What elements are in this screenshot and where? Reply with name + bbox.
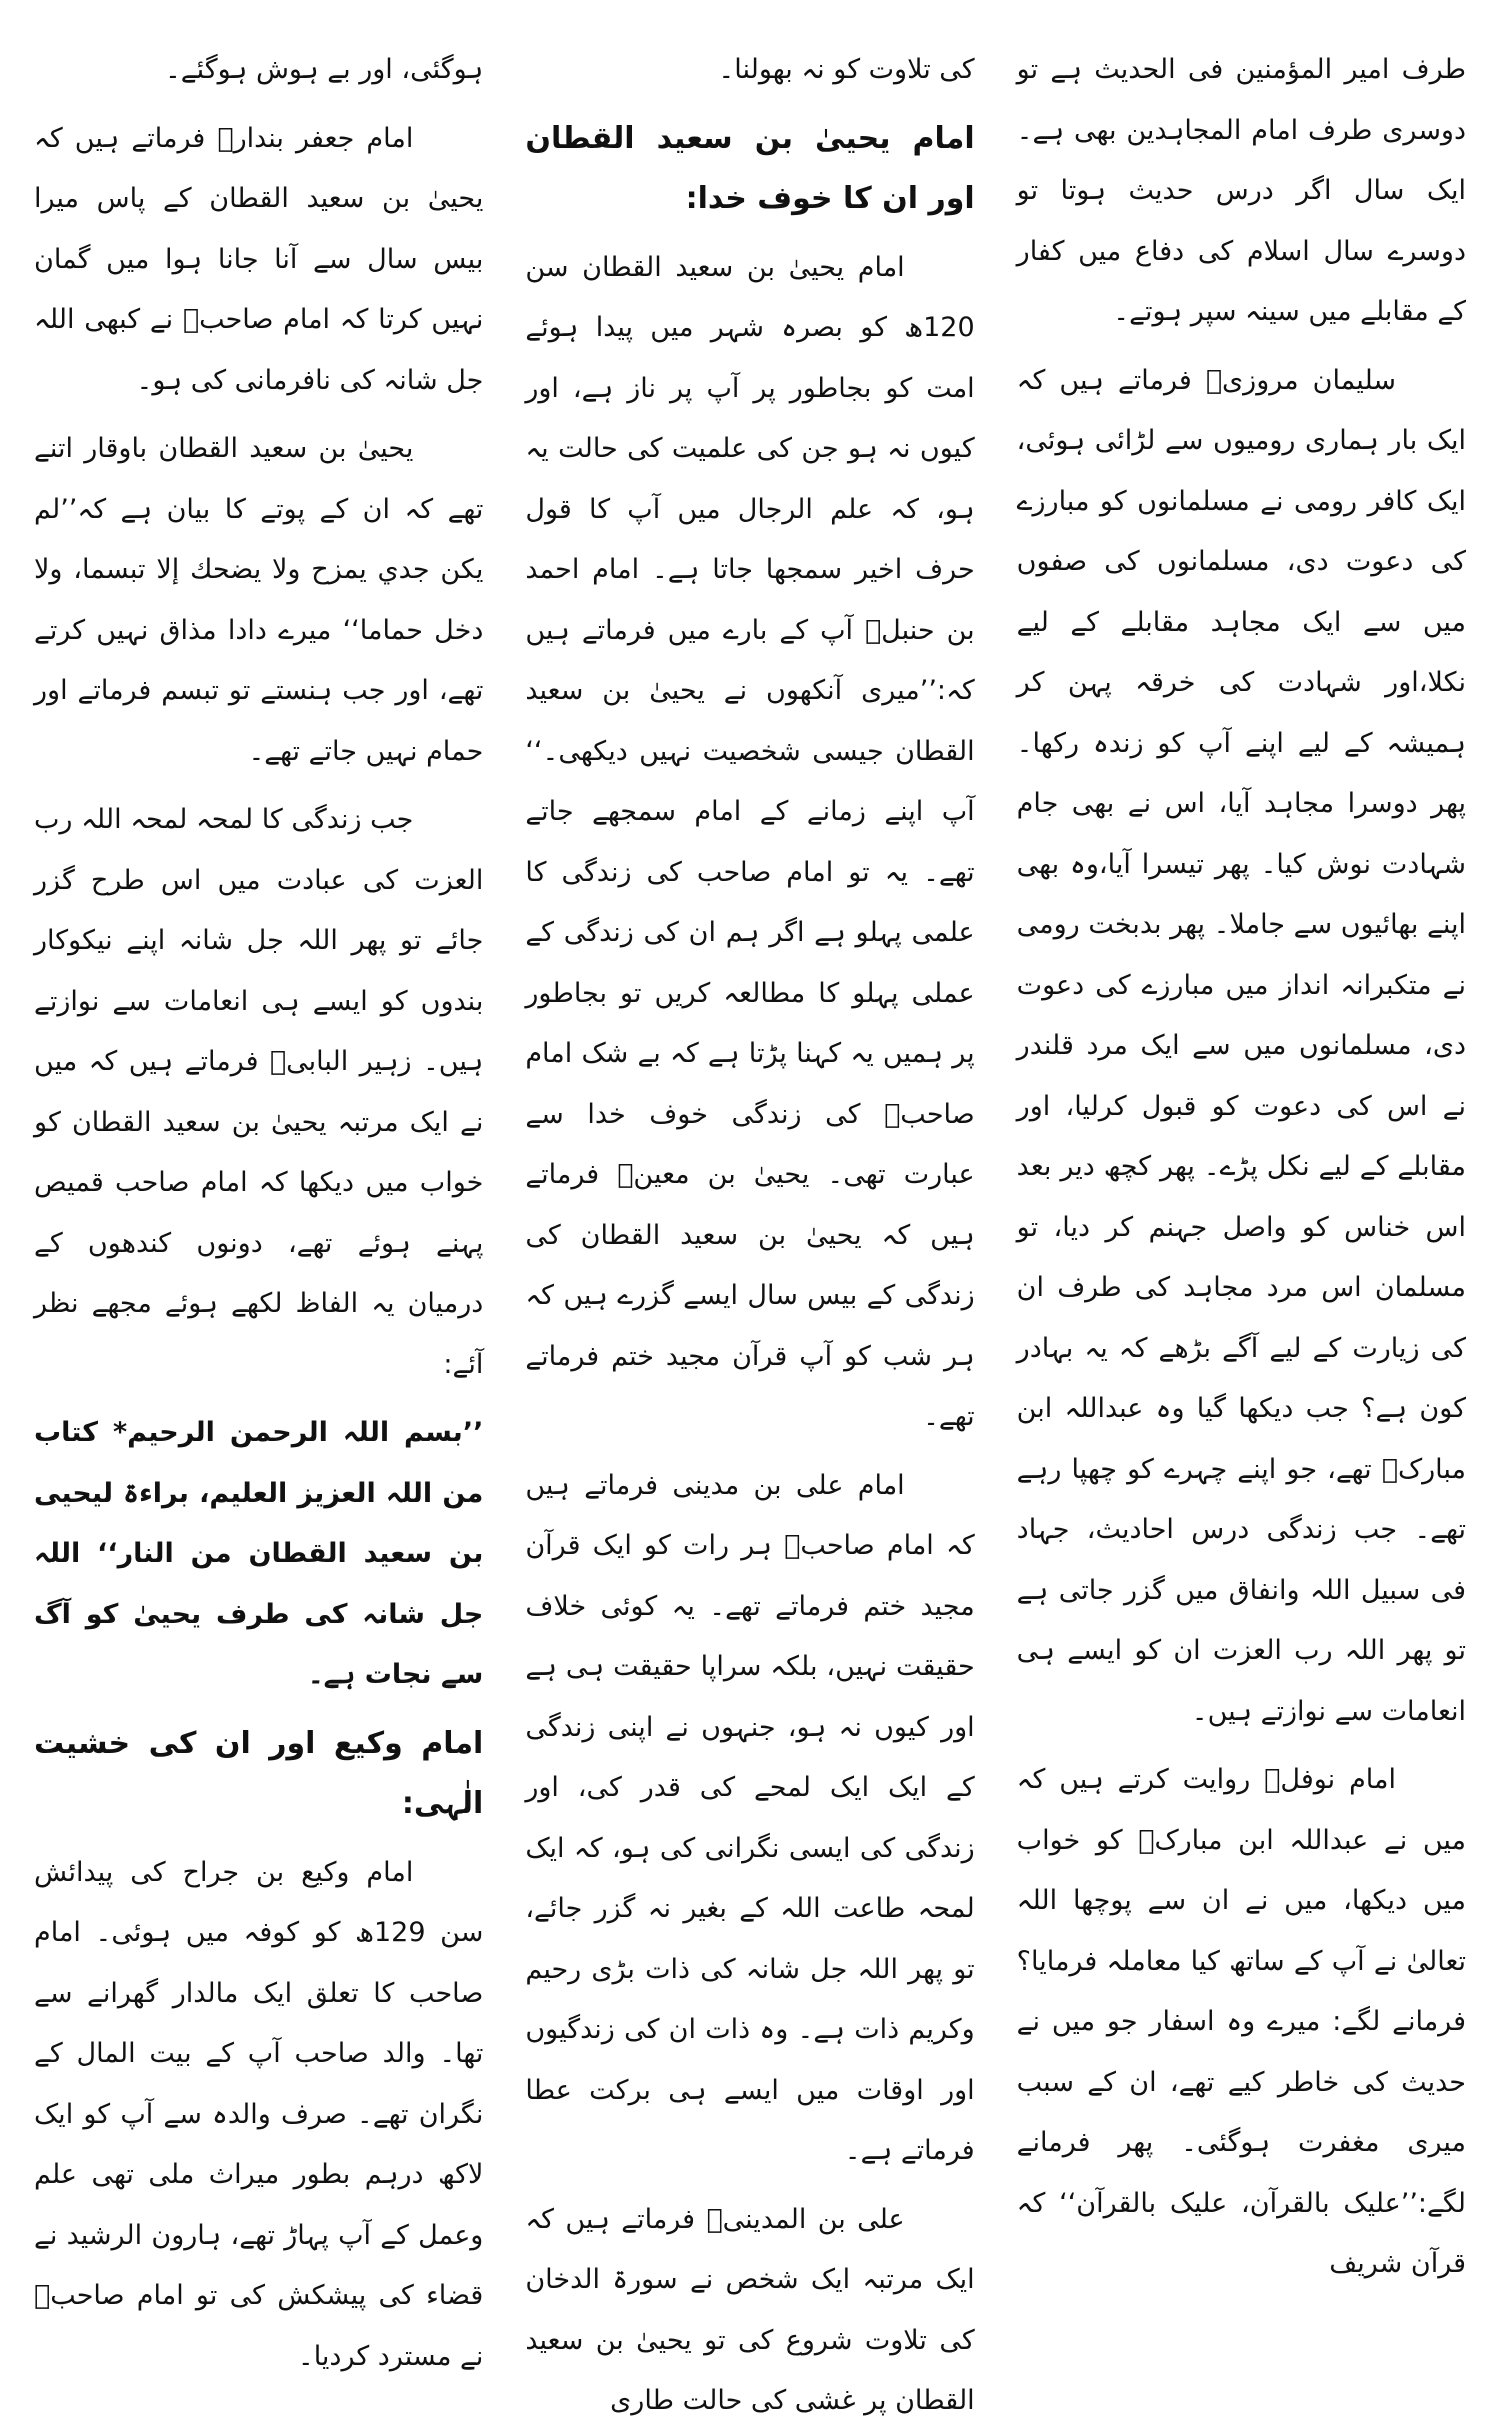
section-heading: امام وکیع اور ان کی خشیت الٰہی: [34,1725,484,1821]
paragraph: جب زندگی کا لمحہ لمحہ اللہ رب العزت کی عبادت میں اس طرح گزر جائے تو پھر اللہ جل شانہ اپنے نیکوکار بندوں کو ایسے ہی انعامات سے نوازتے ہیں۔ زہیر البابیؒ فرماتے ہیں کہ میں نے ایک مرتبہ یحییٰ بن سعید القطان کو خواب میں دیکھا کہ امام صاحب قمیص پہنے ہوئے تھے، دونوں کندھوں کے درمیان یہ الفاظ لکھے ہوئے مجھے نظر آئے: [34,804,484,1380]
paragraph: یحییٰ بن سعید القطان باوقار اتنے تھے کہ ان کے پوتے کا بیان ہے کہ’’لم یکن جدي یمزح ولا یضحك إلا تبسما، ولا دخل حماما‘‘ میرے دادا مذاق نہیں کرتے تھے، اور جب ہنستے تو تبسم فرماتے اور حمام نہیں جاتے تھے۔ [34,433,484,767]
section-heading: امام یحییٰ بن سعید القطان اور ان کا خوف خدا: [525,120,975,216]
paragraph: امام نوفلؒ روایت کرتے ہیں کہ میں نے عبداللہ ابن مبارکؒ کو خواب میں دیکھا، میں نے ان سے پوچھا اللہ تعالیٰ نے آپ کے ساتھ کیا معاملہ فرمایا؟ فرمانے لگے: میرے وہ اسفار جو میں نے حدیث کی خاطر کیے تھے، ان کے سبب میری مغفرت ہوگئی۔ پھر فرمانے لگے:’’علیک بالقرآن، علیک بالقرآن‘‘ کہ قرآن شریف [1016,1764,1466,2279]
paragraph: امام یحییٰ بن سعید القطان سن 120ھ کو بصرہ شہر میں پیدا ہوئے امت کو بجاطور پر آپ پر ناز ہے، اور کیوں نہ ہو جن کی علمیت کی حالت یہ ہو، کہ علم الرجال میں آپ کا قول حرف اخیر سمجھا جاتا ہے۔ امام احمد بن حنبلؒ آپ کے بارے میں فرماتے ہیں کہ:’’میری آنکھوں نے یحییٰ بن سعید القطان جیسی شخصیت نہیں دیکھی۔‘‘ آپ اپنے زمانے کے امام سمجھے جاتے تھے۔ یہ تو امام صاحب کی زندگی کا علمی پہلو ہے اگر ہم ان کی زندگی کے عملی پہلو کا مطالعہ کریں تو بجاطور پر ہمیں یہ کہنا پڑتا ہے کہ بے شک امام صاحبؒ کی زندگی خوف خدا سے عبارت تھی۔ یحییٰ بن معینؒ فرماتے ہیں کہ یحییٰ بن سعید القطان کی زندگی کے بیس سال ایسے گزرے ہیں کہ ہر شب کو آپ قرآن مجید ختم فرماتے تھے۔ [525,251,975,1432]
paragraph: امام جعفر بندارؒ فرماتے ہیں کہ یحییٰ بن سعید القطان کے پاس میرا بیس سال سے آنا جانا ہوا میں گمان نہیں کرتا کہ امام صاحبؒ نے کبھی اللہ جل شانہ کی نافرمانی کی ہو۔ [34,122,484,396]
paragraph: علی بن المدینیؒ فرماتے ہیں کہ ایک مرتبہ ایک شخص نے سورۃ الدخان کی تلاوت شروع کی تو یحییٰ بن سعید القطان پر غشی کی حالت طاری [525,2203,975,2416]
text-column-right [1016,40,1466,2279]
paragraph: طرف امیر المؤمنین فی الحدیث ہے تو دوسری طرف امام المجاہدین بھی ہے۔ایک سال اگر درس حدیث ہوتا تو دوسرے سال اسلام کی دفاع میں کفار کے مقابلے میں سینہ سپر ہوتے۔ [1016,54,1466,327]
text-column-middle [525,40,975,2416]
text-column-left [34,40,484,2372]
paragraph: امام وکیع بن جراح کی پیدائش سن 129ھ کو کوفہ میں ہوئی۔ امام صاحب کا تعلق ایک مالدار گھرانے سے تھا۔ والد صاحب آپ کے بیت المال کے نگران تھے۔ صرف والدہ سے آپ کو ایک لاکھ درہم بطور میراث ملی تھی علم وعمل کے آپ پہاڑ تھے، ہارون الرشید نے قضاء کی پیشکش کی تو امام صاحبؒ نے مسترد کردیا۔ [34,1856,484,2372]
paragraph: امام علی بن مدینی فرماتے ہیں کہ امام صاحبؒ ہر رات کو ایک قرآن مجید ختم فرماتے تھے۔ یہ کوئی خلاف حقیقت نہیں، بلکہ سراپا حقیقت ہی ہے اور کیوں نہ ہو، جنہوں نے اپنی زندگی کے ایک ایک لمحے کی قدر کی، اور زندگی کی ایسی نگرانی کی ہو، کہ ایک لمحہ طاعت اللہ کے بغیر نہ گزر جائے، تو پھر اللہ جل شانہ کی ذات بڑی رحیم وکریم ذات ہے۔ وہ ذات ان کی زندگیوں اور اوقات میں ایسے ہی برکت عطا فرماتے ہے۔ [525,1469,975,2166]
paragraph: کی تلاوت کو نہ بھولنا۔ [718,54,975,85]
paragraph: سلیمان مروزیؒ فرماتے ہیں کہ ایک بار ہماری رومیوں سے لڑائی ہوئی، ایک کافر رومی نے مسلمانوں کو مبارزے کی دعوت دی، مسلمانوں کی صفوں میں سے ایک مجاہد مقابلے کے لیے نکلا،اور شہادت کی خرقہ پہن کر ہمیشہ کے لیے اپنے آپ کو زندہ رکھا۔ پھر دوسرا مجاہد آیا، اس نے بھی جام شہادت نوش کیا۔ پھر تیسرا آیا،وہ بھی اپنے بھائیوں سے جاملا۔ پھر بدبخت رومی نے متکبرانہ انداز میں مبارزے کی دعوت دی، مسلمانوں میں سے ایک مرد قلندر نے اس کی دعوت کو قبول کرلیا، اور مقابلے کے لیے نکل پڑے۔ پھر کچھ دیر بعد اس خناس کو واصل جہنم کر دیا، تو مسلمان اس مرد مجاہد کی طرف ان کی زیارت کے لیے آگے بڑھے کہ یہ بہادر کون ہے؟ جب دیکھا گیا وہ عبداللہ ابن مبارکؒ تھے، جو اپنے چہرے کو چھپا رہے تھے۔ جب زندگی درس احادیث، جہاد فی سبیل اللہ وانفاق میں گزر جاتی ہے تو پھر اللہ رب العزت ان کو ایسے ہی انعامات سے نوازتے ہیں۔ [1016,364,1466,1727]
paragraph: ہوگئی، اور بے ہوش ہوگئے۔ [164,54,484,85]
arabic-quote: ’’بسم اللہ الرحمن الرحیم* کتاب من اللہ العزیز العلیم، براءۃ لیحیی بن سعید القطان من النار‘‘ اللہ جل شانہ کی طرف یحییٰ کو آگ سے نجات ہے۔ [34,1417,484,1690]
